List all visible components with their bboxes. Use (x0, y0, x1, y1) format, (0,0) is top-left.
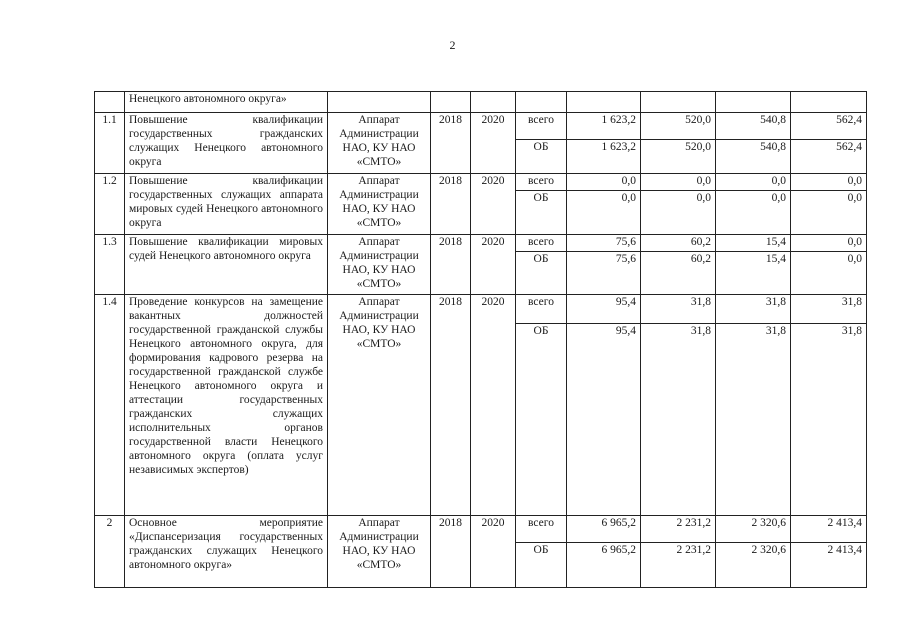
funding-kind: ОБ (516, 252, 567, 295)
value-2019: 31,8 (716, 295, 791, 324)
value-2020: 0,0 (791, 252, 867, 295)
empty-cell (641, 92, 716, 113)
value-2019: 2 320,6 (716, 543, 791, 588)
funding-kind: всего (516, 516, 567, 543)
value-total: 95,4 (567, 295, 641, 324)
table-row-continuation (95, 92, 867, 113)
empty-cell (567, 92, 641, 113)
value-2019: 540,8 (716, 113, 791, 140)
empty-cell (516, 92, 567, 113)
funding-kind: всего (516, 235, 567, 252)
value-2020: 562,4 (791, 140, 867, 174)
value-2020: 0,0 (791, 191, 867, 235)
value-2018: 2 231,2 (641, 516, 716, 543)
program-table (94, 91, 867, 588)
funding-kind: всего (516, 174, 567, 191)
value-total: 75,6 (567, 235, 641, 252)
end-year: 2020 (471, 516, 516, 588)
item-executor: Аппарат Администрации НАО, КУ НАО «СМТО» (328, 516, 431, 588)
end-year: 2020 (471, 235, 516, 295)
end-year: 2020 (471, 174, 516, 235)
value-total: 1 623,2 (567, 113, 641, 140)
value-2018: 520,0 (641, 113, 716, 140)
item-executor: Аппарат Администрации НАО, КУ НАО «СМТО» (328, 174, 431, 235)
item-name: Повышение квалификации мировых судей Ненецкого автономного округа (125, 235, 328, 295)
table-row (95, 113, 867, 140)
value-2018: 0,0 (641, 191, 716, 235)
end-year: 2020 (471, 113, 516, 174)
item-number: 1.4 (95, 295, 125, 516)
item-executor: Аппарат Администрации НАО, КУ НАО «СМТО» (328, 295, 431, 516)
empty-cell (471, 92, 516, 113)
value-2018: 31,8 (641, 295, 716, 324)
funding-kind: всего (516, 113, 567, 140)
empty-cell (791, 92, 867, 113)
value-2018: 31,8 (641, 324, 716, 516)
empty-cell (328, 92, 431, 113)
item-number: 1.2 (95, 174, 125, 235)
value-2019: 31,8 (716, 324, 791, 516)
value-total: 6 965,2 (567, 516, 641, 543)
value-2020: 2 413,4 (791, 516, 867, 543)
value-2018: 520,0 (641, 140, 716, 174)
item-name: Повышение квалификации государственных служащих аппарата мировых судей Ненецкого автономного округа (125, 174, 328, 235)
value-2020: 31,8 (791, 295, 867, 324)
value-2020: 31,8 (791, 324, 867, 516)
funding-kind: ОБ (516, 543, 567, 588)
value-2019: 0,0 (716, 174, 791, 191)
end-year: 2020 (471, 295, 516, 516)
item-number: 2 (95, 516, 125, 588)
value-total: 6 965,2 (567, 543, 641, 588)
value-total: 95,4 (567, 324, 641, 516)
start-year: 2018 (431, 295, 471, 516)
value-2020: 0,0 (791, 174, 867, 191)
value-2019: 2 320,6 (716, 516, 791, 543)
funding-kind: всего (516, 295, 567, 324)
item-executor: Аппарат Администрации НАО, КУ НАО «СМТО» (328, 235, 431, 295)
value-2019: 0,0 (716, 191, 791, 235)
value-total: 75,6 (567, 252, 641, 295)
value-2020: 2 413,4 (791, 543, 867, 588)
funding-kind: ОБ (516, 324, 567, 516)
start-year: 2018 (431, 113, 471, 174)
empty-cell (431, 92, 471, 113)
num-cell (95, 92, 125, 113)
item-name: Повышение квалификации государственных гражданских служащих Ненецкого автономного округа (125, 113, 328, 174)
item-executor: Аппарат Администрации НАО, КУ НАО «СМТО» (328, 113, 431, 174)
start-year: 2018 (431, 516, 471, 588)
table-row (95, 295, 867, 324)
table-row (95, 516, 867, 543)
item-name: Проведение конкурсов на замещение вакантных должностей государственной гражданской службы Ненецкого автономного округа, для формирования кадрового резерва на государственной гражданской службе Ненецкого автономного округа и аттестации государственных гражданских служащих исполнительных органов государственной власти Ненецкого автономного округа (оплата услуг независимых экспертов) (125, 295, 328, 516)
value-total: 0,0 (567, 191, 641, 235)
table-row (95, 174, 867, 191)
value-total: 0,0 (567, 174, 641, 191)
value-2018: 0,0 (641, 174, 716, 191)
start-year: 2018 (431, 235, 471, 295)
value-2019: 15,4 (716, 252, 791, 295)
table-row (95, 235, 867, 252)
value-2019: 540,8 (716, 140, 791, 174)
continuation-text: Ненецкого автономного округа» (125, 92, 328, 113)
page-number: 2 (449, 38, 456, 52)
value-2018: 60,2 (641, 252, 716, 295)
value-2018: 2 231,2 (641, 543, 716, 588)
item-number: 1.1 (95, 113, 125, 174)
start-year: 2018 (431, 174, 471, 235)
value-2019: 15,4 (716, 235, 791, 252)
empty-cell (716, 92, 791, 113)
value-2018: 60,2 (641, 235, 716, 252)
funding-kind: ОБ (516, 140, 567, 174)
item-number: 1.3 (95, 235, 125, 295)
value-2020: 562,4 (791, 113, 867, 140)
value-2020: 0,0 (791, 235, 867, 252)
funding-kind: ОБ (516, 191, 567, 235)
item-name: Основное мероприятие «Диспансеризация государственных гражданских служащих Ненецкого автономного округа» (125, 516, 328, 588)
value-total: 1 623,2 (567, 140, 641, 174)
